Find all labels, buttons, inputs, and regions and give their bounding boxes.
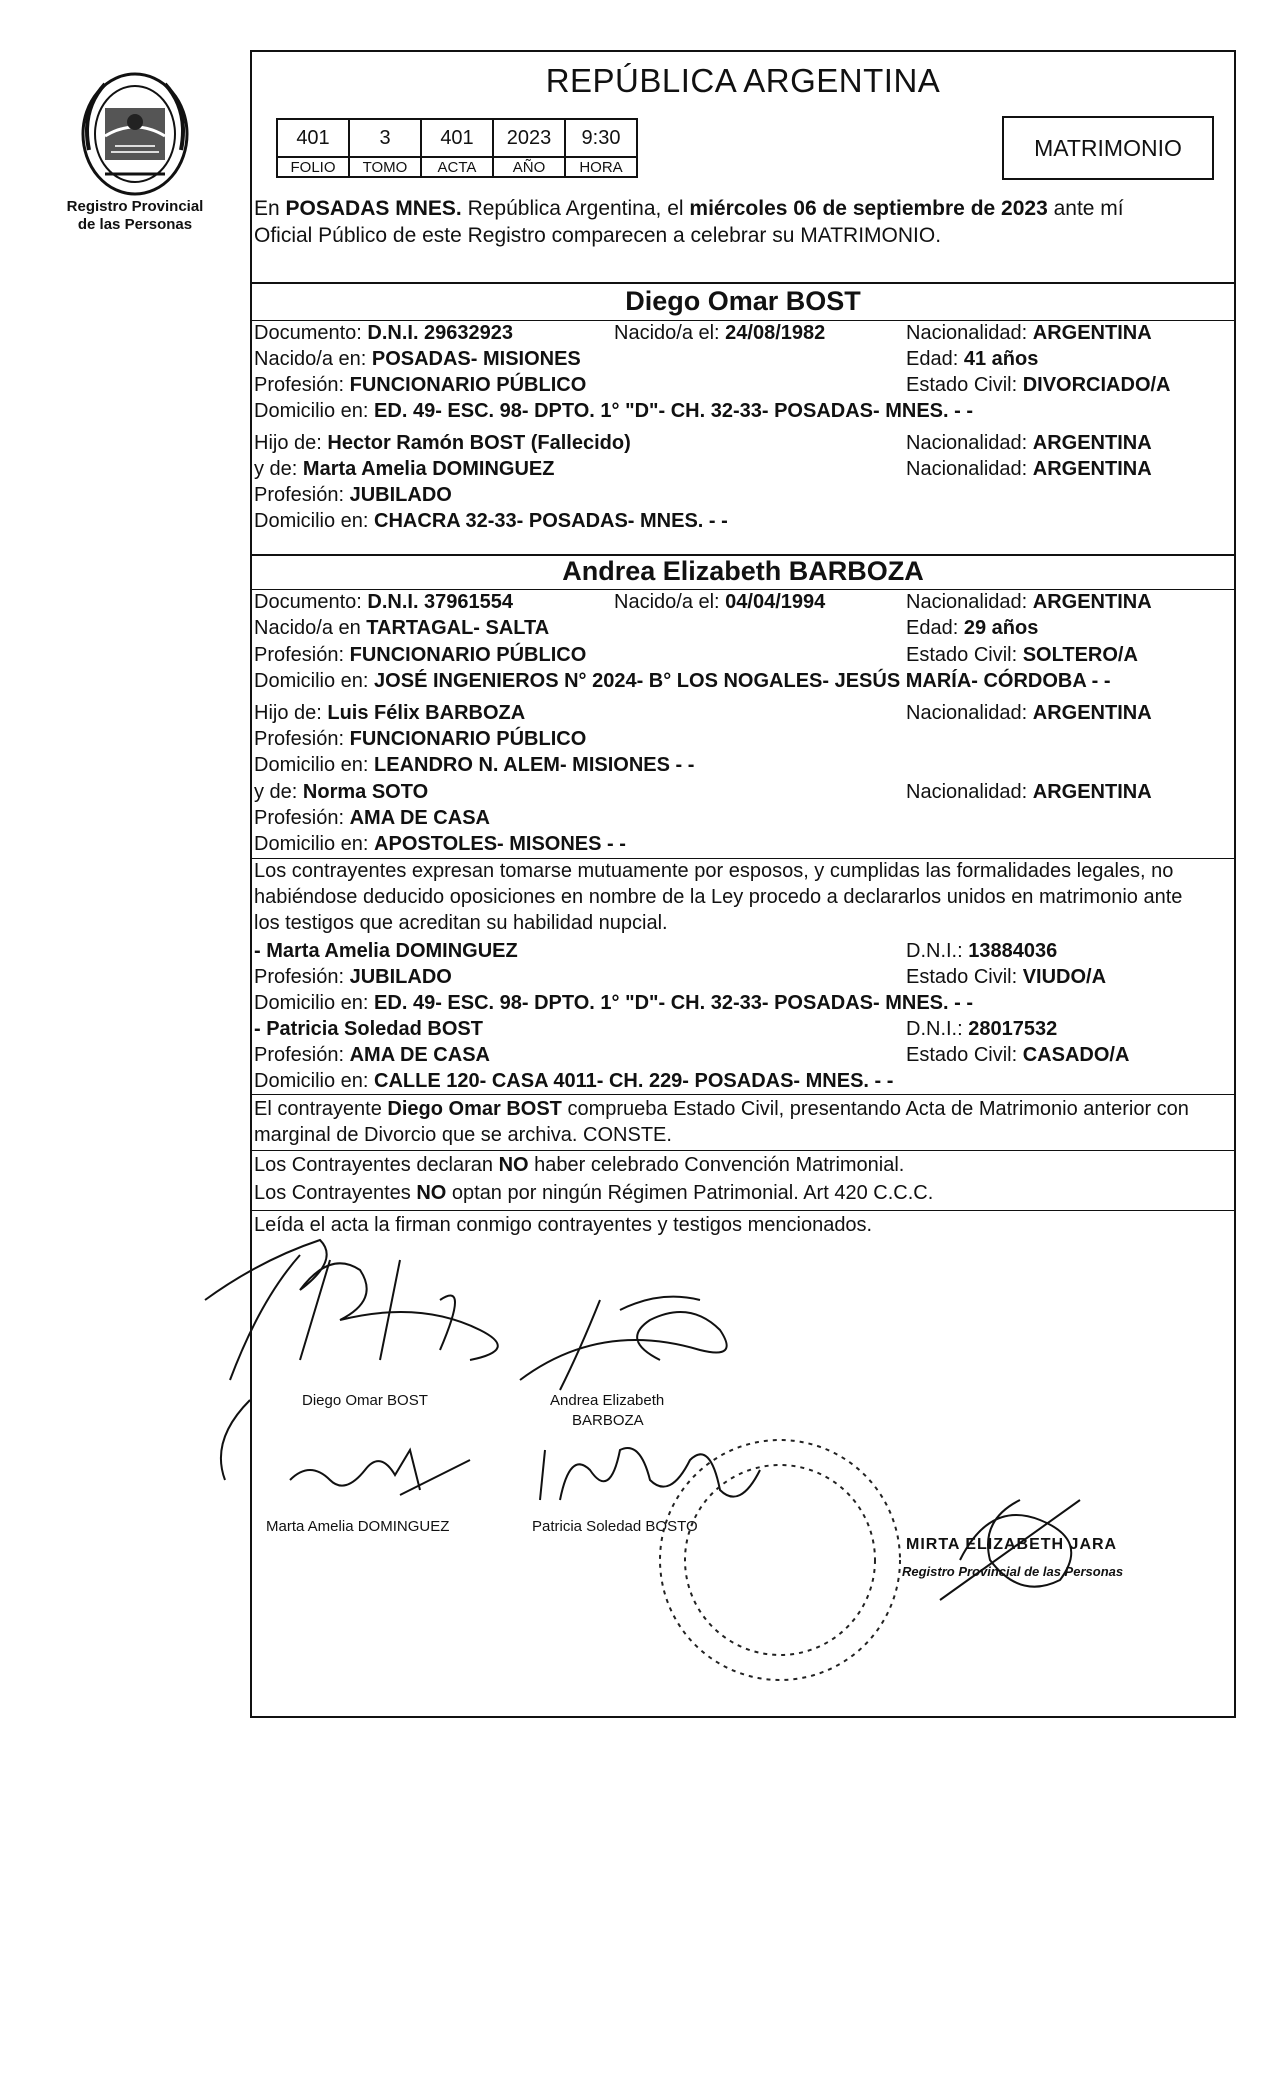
witness-1-profession: Profesión: JUBILADO bbox=[254, 966, 452, 988]
bride-father-nationality: Nacionalidad: ARGENTINA bbox=[906, 702, 1152, 724]
witness-1-civil-status: Estado Civil: VIUDO/A bbox=[906, 966, 1107, 988]
acta-value: 401 bbox=[421, 119, 493, 157]
witness-2-civil-status: Estado Civil: CASADO/A bbox=[906, 1044, 1130, 1066]
groom-nationality: Nacionalidad: ARGENTINA bbox=[906, 322, 1152, 344]
bride-mother-nationality: Nacionalidad: ARGENTINA bbox=[906, 781, 1152, 803]
witness-1-name: - Marta Amelia DOMINGUEZ bbox=[254, 940, 518, 962]
bride-address: Domicilio en: JOSÉ INGENIEROS N° 2024- B° LOS NOGALES- JESÚS MARÍA- CÓRDOBA - - bbox=[254, 670, 1111, 692]
officer-organization: Registro Provincial de las Personas bbox=[902, 1564, 1124, 1579]
bride-signature-caption-1: Andrea Elizabeth bbox=[550, 1392, 665, 1409]
groom-birthdate: Nacido/a el: 24/08/1982 bbox=[614, 322, 826, 344]
witness-2-dni: D.N.I.: 28017532 bbox=[906, 1018, 1058, 1040]
bride-civil-status: Estado Civil: SOLTERO/A bbox=[906, 644, 1138, 666]
bride-father: Hijo de: Luis Félix BARBOZA bbox=[254, 702, 526, 724]
marriage-certificate bbox=[250, 50, 1236, 1718]
groom-parent-address: Domicilio en: CHACRA 32-33- POSADAS- MNES. - - bbox=[254, 510, 728, 532]
groom-parent-profession: Profesión: JUBILADO bbox=[254, 484, 452, 506]
bride-age: Edad: 29 años bbox=[906, 617, 1039, 639]
witness-2-signature-caption: Patricia Soledad BOSTO bbox=[532, 1518, 698, 1535]
bride-name: Andrea Elizabeth BARBOZA bbox=[562, 556, 924, 586]
acta-label: ACTA bbox=[421, 157, 493, 177]
witness-1-dni: D.N.I.: 13884036 bbox=[906, 940, 1058, 962]
act-type-box: MATRIMONIO bbox=[1002, 116, 1214, 180]
registry-caption-2: de las Personas bbox=[77, 216, 193, 233]
groom-mother-nationality: Nacionalidad: ARGENTINA bbox=[906, 458, 1152, 480]
declaration-line-2: habiéndose deducido oposiciones en nombre de la Ley procedo a declararlos unidos en matrimonio ante bbox=[254, 886, 1183, 908]
groom-name: Diego Omar BOST bbox=[625, 286, 861, 316]
groom-profession: Profesión: FUNCIONARIO PÚBLICO bbox=[254, 374, 587, 396]
groom-age: Edad: 41 años bbox=[906, 348, 1039, 370]
folio-label: FOLIO bbox=[277, 157, 349, 177]
folio-value: 401 bbox=[277, 119, 349, 157]
year-label: AÑO bbox=[493, 157, 565, 177]
bride-document: Documento: D.N.I. 37961554 bbox=[254, 591, 514, 613]
hour-label: HORA bbox=[565, 157, 637, 177]
declaration-line-3: los testigos que acreditan su habilidad nupcial. bbox=[254, 912, 668, 934]
convention-line-1: Los Contrayentes declaran NO haber celebrado Convención Matrimonial. bbox=[254, 1154, 905, 1176]
witness-1-signature-caption: Marta Amelia DOMINGUEZ bbox=[266, 1518, 450, 1535]
tomo-value: 3 bbox=[349, 119, 421, 157]
groom-mother: y de: Marta Amelia DOMINGUEZ bbox=[254, 458, 555, 480]
witness-1-address: Domicilio en: ED. 49- ESC. 98- DPTO. 1° "D"- CH. 32-33- POSADAS- MNES. - - bbox=[254, 992, 973, 1014]
note-line-2: marginal de Divorcio que se archiva. CONSTE. bbox=[254, 1124, 672, 1146]
hour-value: 9:30 bbox=[565, 119, 637, 157]
witness-2-profession: Profesión: AMA DE CASA bbox=[254, 1044, 490, 1066]
groom-document: Documento: D.N.I. 29632923 bbox=[254, 322, 514, 344]
groom-address: Domicilio en: ED. 49- ESC. 98- DPTO. 1° "D"- CH. 32-33- POSADAS- MNES. - - bbox=[254, 400, 973, 422]
bride-mother: y de: Norma SOTO bbox=[254, 781, 429, 803]
groom-civil-status: Estado Civil: DIVORCIADO/A bbox=[906, 374, 1171, 396]
year-value: 2023 bbox=[493, 119, 565, 157]
intro-line-2: Oficial Público de este Registro comparecen a celebrar su MATRIMONIO. bbox=[254, 224, 942, 247]
registry-logo bbox=[60, 70, 210, 234]
record-reference-table bbox=[276, 118, 638, 178]
note-line-1: El contrayente Diego Omar BOST comprueba Estado Civil, presentando Acta de Matrimonio anterior con bbox=[254, 1098, 1189, 1120]
bride-nationality: Nacionalidad: ARGENTINA bbox=[906, 591, 1152, 613]
page-title: REPÚBLICA ARGENTINA bbox=[545, 62, 941, 99]
bride-father-profession: Profesión: FUNCIONARIO PÚBLICO bbox=[254, 728, 587, 750]
witness-2-address: Domicilio en: CALLE 120- CASA 4011- CH. 229- POSADAS- MNES. - - bbox=[254, 1070, 894, 1092]
bride-birthdate: Nacido/a el: 04/04/1994 bbox=[614, 591, 826, 613]
bride-mother-address: Domicilio en: APOSTOLES- MISONES - - bbox=[254, 833, 626, 855]
bride-signature-caption-2: BARBOZA bbox=[572, 1412, 644, 1429]
groom-birthplace: Nacido/a en: POSADAS- MISIONES bbox=[254, 348, 581, 370]
groom-father: Hijo de: Hector Ramón BOST (Fallecido) bbox=[254, 432, 631, 454]
groom-father-nationality: Nacionalidad: ARGENTINA bbox=[906, 432, 1152, 454]
bride-father-address: Domicilio en: LEANDRO N. ALEM- MISIONES - - bbox=[254, 754, 695, 776]
officer-name: MIRTA ELIZABETH JARA bbox=[906, 1536, 1118, 1553]
intro-line-1: En POSADAS MNES. República Argentina, el miércoles 06 de septiembre de 2023 ante mí bbox=[254, 197, 1124, 220]
provincial-coat-of-arms-icon bbox=[75, 70, 195, 198]
closing-statement: Leída el acta la firman conmigo contrayentes y testigos mencionados. bbox=[254, 1214, 873, 1236]
tomo-label: TOMO bbox=[349, 157, 421, 177]
bride-profession: Profesión: FUNCIONARIO PÚBLICO bbox=[254, 644, 587, 666]
bride-birthplace: Nacido/a en TARTAGAL- SALTA bbox=[254, 617, 550, 639]
registry-caption-1: Registro Provincial bbox=[66, 198, 204, 215]
bride-mother-profession: Profesión: AMA DE CASA bbox=[254, 807, 490, 829]
declaration-line-1: Los contrayentes expresan tomarse mutuamente por esposos, y cumplidas las formalidades legales, no bbox=[254, 860, 1174, 882]
convention-line-2: Los Contrayentes NO optan por ningún Régimen Patrimonial. Art 420 C.C.C. bbox=[254, 1182, 934, 1204]
groom-signature-caption: Diego Omar BOST bbox=[302, 1392, 428, 1409]
witness-2-name: - Patricia Soledad BOST bbox=[254, 1018, 483, 1040]
